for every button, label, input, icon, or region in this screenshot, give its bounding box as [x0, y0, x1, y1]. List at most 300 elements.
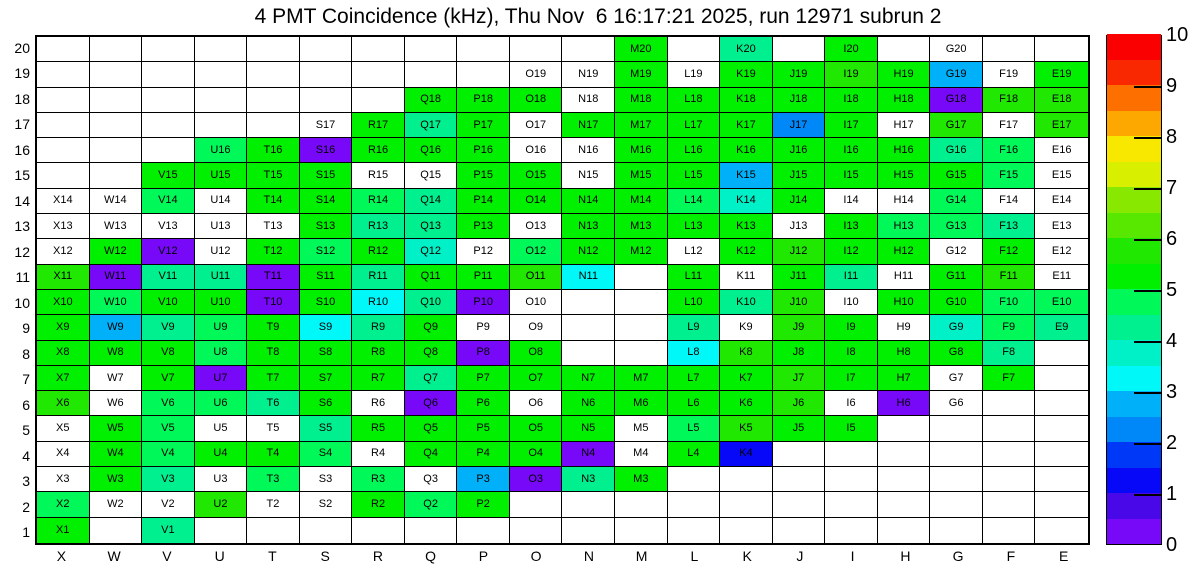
cell-empty	[510, 518, 563, 543]
cell-empty	[983, 416, 1036, 441]
cell-V2: V2	[142, 492, 195, 517]
scale-tick-line	[1134, 239, 1161, 241]
cell-empty	[983, 518, 1036, 543]
cell-G20: G20	[930, 37, 983, 62]
cell-J5: J5	[773, 416, 826, 441]
cell-O10: O10	[510, 290, 563, 315]
cell-W13: W13	[90, 214, 143, 239]
cell-H8: H8	[878, 341, 931, 366]
cell-O9: O9	[510, 315, 563, 340]
cell-Q7: Q7	[405, 366, 458, 391]
cell-empty	[983, 442, 1036, 467]
cell-S3: S3	[300, 467, 353, 492]
cell-X7: X7	[37, 366, 90, 391]
cell-empty	[773, 442, 826, 467]
x-tick-I: I	[850, 548, 855, 564]
cell-empty	[1035, 442, 1088, 467]
cell-E11: E11	[1035, 265, 1088, 290]
cell-F18: F18	[983, 88, 1036, 113]
cell-F19: F19	[983, 62, 1036, 87]
cell-N19: N19	[562, 62, 615, 87]
cell-V10: V10	[142, 290, 195, 315]
cell-P11: P11	[457, 265, 510, 290]
cell-T9: T9	[247, 315, 300, 340]
y-tick-11: 11	[15, 269, 30, 286]
cell-E19: E19	[1035, 62, 1088, 87]
cell-O8: O8	[510, 341, 563, 366]
cell-W12: W12	[90, 239, 143, 264]
cell-H19: H19	[878, 62, 931, 87]
cell-V9: V9	[142, 315, 195, 340]
cell-R3: R3	[352, 467, 405, 492]
cell-empty	[300, 37, 353, 62]
cell-Q11: Q11	[405, 265, 458, 290]
cell-V14: V14	[142, 189, 195, 214]
cell-U8: U8	[195, 341, 248, 366]
cell-Q10: Q10	[405, 290, 458, 315]
cell-K10: K10	[720, 290, 773, 315]
cell-M15: M15	[615, 163, 668, 188]
cell-empty	[247, 37, 300, 62]
cell-empty	[720, 467, 773, 492]
cell-M3: M3	[615, 467, 668, 492]
scale-band	[1107, 59, 1161, 85]
cell-K5: K5	[720, 416, 773, 441]
cell-F10: F10	[983, 290, 1036, 315]
cell-G10: G10	[930, 290, 983, 315]
cell-Q6: Q6	[405, 391, 458, 416]
cell-L8: L8	[668, 341, 721, 366]
cell-U4: U4	[195, 442, 248, 467]
x-tick-X: X	[56, 548, 67, 564]
cell-U12: U12	[195, 239, 248, 264]
cell-S5: S5	[300, 416, 353, 441]
scale-tick-10: 10	[1166, 23, 1189, 46]
cell-empty	[615, 265, 668, 290]
cell-empty	[878, 467, 931, 492]
cell-K15: K15	[720, 163, 773, 188]
cell-empty	[1035, 518, 1088, 543]
cell-O7: O7	[510, 366, 563, 391]
cell-empty	[668, 518, 721, 543]
cell-X2: X2	[37, 492, 90, 517]
cell-H12: H12	[878, 239, 931, 264]
cell-I17: I17	[825, 113, 878, 138]
scale-tick-line	[1134, 443, 1161, 445]
cell-empty	[1035, 366, 1088, 391]
cell-V8: V8	[142, 341, 195, 366]
cell-J12: J12	[773, 239, 826, 264]
cell-T12: T12	[247, 239, 300, 264]
x-tick-V: V	[162, 548, 172, 564]
cell-W3: W3	[90, 467, 143, 492]
cell-W5: W5	[90, 416, 143, 441]
y-tick-10: 10	[14, 294, 30, 311]
cell-O16: O16	[510, 138, 563, 163]
cell-empty	[195, 37, 248, 62]
cell-M12: M12	[615, 239, 668, 264]
cell-U13: U13	[195, 214, 248, 239]
cell-W10: W10	[90, 290, 143, 315]
y-tick-17: 17	[14, 116, 30, 133]
scale-band	[1107, 442, 1161, 468]
cell-empty	[142, 37, 195, 62]
x-tick-R: R	[372, 548, 383, 564]
y-tick-13: 13	[14, 218, 30, 235]
cell-K6: K6	[720, 391, 773, 416]
cell-T7: T7	[247, 366, 300, 391]
cell-K20: K20	[720, 37, 773, 62]
scale-tick-line	[1134, 86, 1161, 88]
y-tick-16: 16	[14, 141, 30, 158]
cell-N12: N12	[562, 239, 615, 264]
cell-empty	[90, 62, 143, 87]
scale-tick-6: 6	[1166, 227, 1178, 250]
cell-empty	[615, 315, 668, 340]
cell-empty	[90, 138, 143, 163]
cell-E14: E14	[1035, 189, 1088, 214]
cell-R16: R16	[352, 138, 405, 163]
cell-L11: L11	[668, 265, 721, 290]
cell-G9: G9	[930, 315, 983, 340]
scale-band	[1107, 365, 1161, 391]
cell-empty	[615, 492, 668, 517]
cell-H18: H18	[878, 88, 931, 113]
y-tick-9: 9	[22, 320, 30, 337]
cell-L14: L14	[668, 189, 721, 214]
y-tick-20: 20	[14, 39, 30, 56]
cell-O19: O19	[510, 62, 563, 87]
cell-empty	[1035, 391, 1088, 416]
cell-M4: M4	[615, 442, 668, 467]
cell-G18: G18	[930, 88, 983, 113]
cell-empty	[825, 442, 878, 467]
cell-empty	[825, 518, 878, 543]
cell-empty	[878, 416, 931, 441]
scale-tick-9: 9	[1166, 74, 1178, 97]
cell-X1: X1	[37, 518, 90, 543]
x-tick-Q: Q	[425, 548, 437, 564]
cell-S10: S10	[300, 290, 353, 315]
cell-K18: K18	[720, 88, 773, 113]
cell-empty	[720, 518, 773, 543]
cell-S6: S6	[300, 391, 353, 416]
cell-R12: R12	[352, 239, 405, 264]
cell-F15: F15	[983, 163, 1036, 188]
cell-X9: X9	[37, 315, 90, 340]
cell-R9: R9	[352, 315, 405, 340]
cell-N17: N17	[562, 113, 615, 138]
cell-S15: S15	[300, 163, 353, 188]
x-tick-G: G	[952, 548, 964, 564]
cell-S12: S12	[300, 239, 353, 264]
cell-I10: I10	[825, 290, 878, 315]
cell-N14: N14	[562, 189, 615, 214]
scale-band	[1107, 85, 1161, 111]
cell-empty	[983, 37, 1036, 62]
x-tick-K: K	[742, 548, 752, 564]
cell-R14: R14	[352, 189, 405, 214]
cell-P8: P8	[457, 341, 510, 366]
cell-empty	[90, 88, 143, 113]
scale-tick-line	[1134, 494, 1161, 496]
cell-Q9: Q9	[405, 315, 458, 340]
scale-band	[1107, 493, 1161, 519]
x-tick-J: J	[796, 548, 804, 564]
cell-empty	[195, 518, 248, 543]
cell-H15: H15	[878, 163, 931, 188]
cell-F12: F12	[983, 239, 1036, 264]
cell-J15: J15	[773, 163, 826, 188]
y-tick-18: 18	[14, 90, 30, 107]
cell-G11: G11	[930, 265, 983, 290]
y-tick-2: 2	[22, 498, 30, 515]
cell-empty	[37, 88, 90, 113]
cell-T3: T3	[247, 467, 300, 492]
cell-T2: T2	[247, 492, 300, 517]
cell-empty	[930, 442, 983, 467]
x-tick-L: L	[690, 548, 699, 564]
cell-I9: I9	[825, 315, 878, 340]
heatmap-grid	[35, 35, 1090, 545]
cell-J11: J11	[773, 265, 826, 290]
cell-N3: N3	[562, 467, 615, 492]
cell-H10: H10	[878, 290, 931, 315]
cell-W9: W9	[90, 315, 143, 340]
cell-T15: T15	[247, 163, 300, 188]
cell-R7: R7	[352, 366, 405, 391]
cell-E10: E10	[1035, 290, 1088, 315]
cell-N13: N13	[562, 214, 615, 239]
cell-F7: F7	[983, 366, 1036, 391]
cell-P4: P4	[457, 442, 510, 467]
x-tick-F: F	[1006, 548, 1016, 564]
cell-empty	[352, 37, 405, 62]
cell-empty	[510, 37, 563, 62]
cell-P5: P5	[457, 416, 510, 441]
cell-empty	[1035, 492, 1088, 517]
cell-empty	[878, 37, 931, 62]
cell-P2: P2	[457, 492, 510, 517]
cell-F13: F13	[983, 214, 1036, 239]
cell-T14: T14	[247, 189, 300, 214]
cell-empty	[562, 518, 615, 543]
scale-band	[1107, 314, 1161, 340]
cell-empty	[142, 113, 195, 138]
cell-P7: P7	[457, 366, 510, 391]
cell-G13: G13	[930, 214, 983, 239]
cell-V1: V1	[142, 518, 195, 543]
cell-N5: N5	[562, 416, 615, 441]
cell-K8: K8	[720, 341, 773, 366]
cell-empty	[300, 62, 353, 87]
cell-empty	[405, 37, 458, 62]
cell-L15: L15	[668, 163, 721, 188]
scale-tick-line	[1134, 290, 1161, 292]
cell-empty	[615, 290, 668, 315]
cell-empty	[930, 467, 983, 492]
cell-Q4: Q4	[405, 442, 458, 467]
cell-L17: L17	[668, 113, 721, 138]
cell-X6: X6	[37, 391, 90, 416]
cell-S14: S14	[300, 189, 353, 214]
x-tick-U: U	[214, 548, 225, 564]
scale-band	[1107, 263, 1161, 289]
cell-empty	[142, 62, 195, 87]
cell-empty	[878, 442, 931, 467]
cell-P18: P18	[457, 88, 510, 113]
y-tick-4: 4	[22, 447, 30, 464]
cell-H16: H16	[878, 138, 931, 163]
cell-empty	[983, 467, 1036, 492]
cell-empty	[352, 518, 405, 543]
cell-O3: O3	[510, 467, 563, 492]
scale-tick-2: 2	[1166, 431, 1178, 454]
y-tick-8: 8	[22, 345, 30, 362]
cell-O11: O11	[510, 265, 563, 290]
cell-empty	[562, 492, 615, 517]
cell-empty	[1035, 37, 1088, 62]
x-tick-P: P	[478, 548, 489, 564]
cell-U10: U10	[195, 290, 248, 315]
cell-K11: K11	[720, 265, 773, 290]
cell-S11: S11	[300, 265, 353, 290]
cell-F9: F9	[983, 315, 1036, 340]
scale-band	[1107, 467, 1161, 493]
cell-Q17: Q17	[405, 113, 458, 138]
cell-R13: R13	[352, 214, 405, 239]
cell-empty	[668, 492, 721, 517]
scale-band	[1107, 161, 1161, 187]
cell-R8: R8	[352, 341, 405, 366]
cell-N15: N15	[562, 163, 615, 188]
cell-I12: I12	[825, 239, 878, 264]
cell-L19: L19	[668, 62, 721, 87]
cell-Q15: Q15	[405, 163, 458, 188]
cell-H7: H7	[878, 366, 931, 391]
cell-H17: H17	[878, 113, 931, 138]
cell-I20: I20	[825, 37, 878, 62]
cell-O13: O13	[510, 214, 563, 239]
cell-I11: I11	[825, 265, 878, 290]
cell-Q12: Q12	[405, 239, 458, 264]
cell-M6: M6	[615, 391, 668, 416]
cell-empty	[405, 62, 458, 87]
cell-W11: W11	[90, 265, 143, 290]
cell-empty	[878, 518, 931, 543]
cell-empty	[195, 113, 248, 138]
y-tick-6: 6	[22, 396, 30, 413]
cell-M7: M7	[615, 366, 668, 391]
cell-empty	[195, 88, 248, 113]
cell-empty	[457, 62, 510, 87]
scale-band	[1107, 238, 1161, 264]
cell-K16: K16	[720, 138, 773, 163]
cell-J10: J10	[773, 290, 826, 315]
cell-P15: P15	[457, 163, 510, 188]
cell-empty	[510, 492, 563, 517]
cell-empty	[930, 492, 983, 517]
cell-M16: M16	[615, 138, 668, 163]
cell-empty	[930, 518, 983, 543]
cell-W2: W2	[90, 492, 143, 517]
cell-Q5: Q5	[405, 416, 458, 441]
cell-W14: W14	[90, 189, 143, 214]
cell-X11: X11	[37, 265, 90, 290]
cell-M20: M20	[615, 37, 668, 62]
cell-G19: G19	[930, 62, 983, 87]
cell-J13: J13	[773, 214, 826, 239]
cell-empty	[825, 467, 878, 492]
cell-empty	[773, 467, 826, 492]
scale-tick-line	[1134, 392, 1161, 394]
cell-O17: O17	[510, 113, 563, 138]
cell-empty	[247, 88, 300, 113]
cell-R17: R17	[352, 113, 405, 138]
scale-band	[1107, 136, 1161, 162]
cell-H11: H11	[878, 265, 931, 290]
cell-H9: H9	[878, 315, 931, 340]
cell-T6: T6	[247, 391, 300, 416]
y-tick-19: 19	[14, 65, 30, 82]
cell-G14: G14	[930, 189, 983, 214]
cell-N16: N16	[562, 138, 615, 163]
cell-O4: O4	[510, 442, 563, 467]
cell-T4: T4	[247, 442, 300, 467]
cell-T13: T13	[247, 214, 300, 239]
scale-tick-0: 0	[1166, 533, 1178, 556]
cell-Q16: Q16	[405, 138, 458, 163]
cell-H6: H6	[878, 391, 931, 416]
cell-I18: I18	[825, 88, 878, 113]
cell-M13: M13	[615, 214, 668, 239]
x-tick-S: S	[320, 548, 330, 564]
cell-N18: N18	[562, 88, 615, 113]
cell-Q3: Q3	[405, 467, 458, 492]
cell-empty	[983, 492, 1036, 517]
cell-V4: V4	[142, 442, 195, 467]
cell-empty	[352, 88, 405, 113]
cell-L16: L16	[668, 138, 721, 163]
scale-tick-5: 5	[1166, 278, 1178, 301]
cell-empty	[37, 163, 90, 188]
cell-V5: V5	[142, 416, 195, 441]
cell-M5: M5	[615, 416, 668, 441]
cell-empty	[930, 416, 983, 441]
cell-U3: U3	[195, 467, 248, 492]
cell-empty	[142, 88, 195, 113]
cell-empty	[562, 37, 615, 62]
cell-empty	[37, 37, 90, 62]
cell-V12: V12	[142, 239, 195, 264]
cell-V15: V15	[142, 163, 195, 188]
cell-K19: K19	[720, 62, 773, 87]
cell-I5: I5	[825, 416, 878, 441]
cell-P9: P9	[457, 315, 510, 340]
cell-G6: G6	[930, 391, 983, 416]
cell-W7: W7	[90, 366, 143, 391]
cell-S2: S2	[300, 492, 353, 517]
cell-I6: I6	[825, 391, 878, 416]
cell-I19: I19	[825, 62, 878, 87]
cell-I8: I8	[825, 341, 878, 366]
cell-L9: L9	[668, 315, 721, 340]
cell-J16: J16	[773, 138, 826, 163]
cell-L5: L5	[668, 416, 721, 441]
cell-L12: L12	[668, 239, 721, 264]
cell-K9: K9	[720, 315, 773, 340]
cell-T16: T16	[247, 138, 300, 163]
